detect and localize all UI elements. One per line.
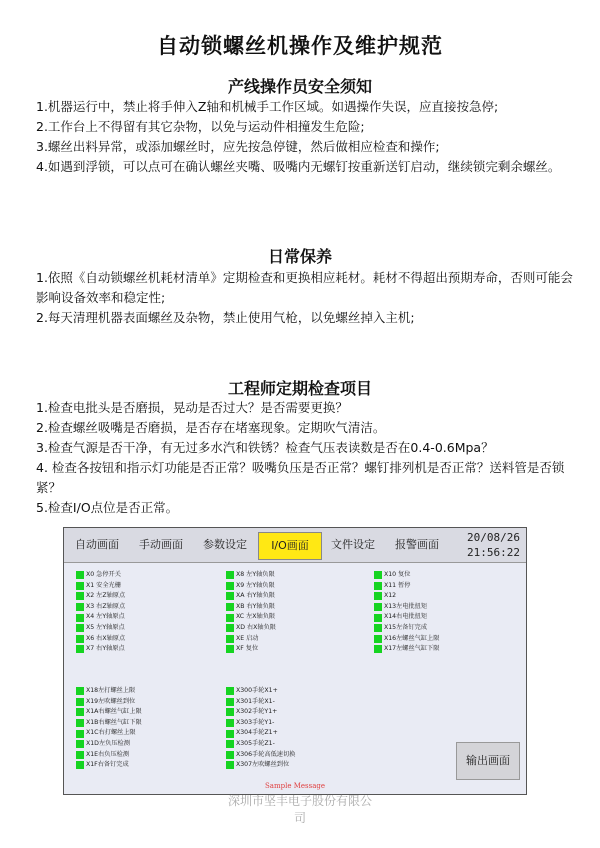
io-point-label: XD 右X轴负限 [236,623,276,631]
io-point-label: XA 右Y轴负限 [236,592,275,600]
io-point-label: X304手轮Z1+ [236,729,278,737]
list-item: 2.工作台上不得留有其它杂物，以免与运动件相撞发生危险; [36,119,365,134]
io-status-led-icon [374,571,382,579]
io-status-led-icon [76,571,84,579]
io-point-label: XB 右Y轴负限 [236,602,275,610]
io-point [374,570,439,581]
io-point [76,760,142,771]
io-point [226,612,276,623]
io-point-label: X301手轮X1- [236,697,275,705]
io-point-label: X5 左Y轴原点 [86,623,125,631]
io-point [76,697,142,708]
tab-files[interactable]: 文件设定 [331,538,375,551]
hmi-date: 20/08/26 [467,531,520,544]
io-status-led-icon [76,603,84,611]
io-point-label: X1 安全光栅 [86,581,121,589]
io-point-label: X1C右打螺丝上限 [86,729,136,737]
io-point [226,602,276,613]
output-screen-button[interactable]: 输出画面 [456,742,520,780]
list-item: 1.检查电批头是否磨损，晃动是否过大？是否需要更换？ [36,400,348,415]
io-point [76,602,125,613]
io-point [226,750,295,761]
section-heading-engineer-inspection: 工程师定期检查项目 [227,379,372,398]
io-point [226,581,276,592]
io-point [76,644,125,655]
io-point [76,707,142,718]
io-point [76,581,125,592]
section-body-operator-safety [36,97,581,177]
io-status-led-icon [226,730,234,738]
io-point [226,697,295,708]
io-point-label: X13左电批扭矩 [384,602,428,610]
io-column-5 [226,686,295,771]
io-status-led-icon [226,571,234,579]
io-point-label: X1F右备钉完成 [86,761,129,769]
io-point [226,623,276,634]
io-status-led-icon [226,719,234,727]
io-status-led-icon [76,719,84,727]
io-status-led-icon [76,614,84,622]
io-status-led-icon [76,687,84,695]
io-point [76,612,125,623]
io-point [76,739,142,750]
io-status-led-icon [76,624,84,632]
io-status-led-icon [226,740,234,748]
io-column-1 [76,570,125,655]
io-status-led-icon [226,624,234,632]
list-item: 3.螺丝出料异常，或添加螺丝时，应先按急停键，然后做相应检查和操作; [36,139,440,154]
hmi-tab-bar [64,528,526,563]
io-point-label: X1D左负压检测 [86,739,130,747]
io-status-led-icon [226,751,234,759]
io-point [374,602,439,613]
io-point [76,686,142,697]
io-point [76,718,142,729]
tab-parameters[interactable]: 参数设定 [203,538,247,551]
io-point-label: X303手轮Y1- [236,718,275,726]
list-item: 4.如遇到浮锁，可以点可在确认螺丝夹嘴、吸嘴内无螺钉按重新送钉启动，继续锁完剩余螺丝。 [36,159,561,174]
io-status-led-icon [374,624,382,632]
io-status-led-icon [76,708,84,716]
io-status-led-icon [226,603,234,611]
io-point-label: X1B右螺丝气缸下限 [86,718,142,726]
tab-manual[interactable]: 手动画面 [139,538,183,551]
io-status-led-icon [76,751,84,759]
io-point [226,686,295,697]
io-point [374,612,439,623]
io-point [374,644,439,655]
io-status-led-icon [374,645,382,653]
io-point-label: X12 [384,592,397,600]
section-heading-daily-maintenance: 日常保养 [267,247,332,266]
io-status-led-icon [374,614,382,622]
hmi-io-screen [63,527,527,795]
sample-message: Sample Message [265,782,325,790]
io-point-label: XC 左X轴负限 [236,613,276,621]
io-point-label: X10 复位 [384,571,411,578]
io-point-label: X1A右螺丝气缸上限 [86,708,142,716]
io-status-led-icon [76,761,84,769]
io-point-label: X0 急停开关 [86,571,121,578]
io-point-label: XE 启动 [236,634,259,642]
hmi-datetime [446,530,520,560]
list-item: 2.每天清理机器表面螺丝及杂物，禁止使用气枪，以免螺丝掉入主机; [36,310,415,325]
io-status-led-icon [76,592,84,600]
io-point-label: X1E右负压检测 [86,750,130,758]
io-point [76,634,125,645]
io-point-label: X3 右Z轴原点 [86,602,126,610]
io-point [226,760,295,771]
io-status-led-icon [226,761,234,769]
list-item: 3.检查气源是否干净，有无过多水汽和铁锈？检查气压表读数是否在0.4-0.6Mpa？ [36,440,494,455]
io-status-led-icon [226,592,234,600]
section-heading-operator-safety: 产线操作员安全须知 [227,77,372,96]
io-point-label: X14右电批扭矩 [384,613,428,621]
document-title: 自动锁螺丝机操作及维护规范 [157,34,443,58]
list-item: 1.机器运行中，禁止将手伸入Z轴和机械手工作区域。如遇操作失误，应直接按急停; [36,99,499,114]
io-status-led-icon [226,698,234,706]
io-point-label: X18左打螺丝上限 [86,687,136,694]
hmi-time: 21:56:22 [467,546,520,559]
io-status-led-icon [226,635,234,643]
company-footer [0,793,600,827]
io-point-label: X4 左Y轴原点 [86,613,125,621]
io-point-label: X9 左Y轴负限 [236,581,275,589]
io-point-label: X300手轮X1+ [236,687,278,694]
io-point [226,707,295,718]
io-point [76,570,125,581]
io-point-label: X302手轮Y1+ [236,708,278,716]
io-point [226,634,276,645]
io-point-label: X6 右X轴原点 [86,634,126,642]
io-column-2 [226,570,276,655]
io-point-label: X306手轮高低速切换 [236,750,296,758]
io-point-label: X307左吹螺丝到位 [236,761,290,769]
io-point [374,591,439,602]
io-point-label: X7 右Y轴原点 [86,645,125,653]
section-body-daily-maintenance [36,268,581,328]
io-point-label: X8 左Y轴负限 [236,571,275,578]
io-point-label: X16左螺丝气缸上限 [384,634,440,642]
footer-line-1: 深圳市坚丰电子股份有限公 [227,794,372,808]
tab-io[interactable]: I/O画面 [258,532,322,560]
io-point-label: XF 复位 [236,645,259,653]
io-point [76,750,142,761]
io-status-led-icon [226,614,234,622]
list-item: 5.检查I/O点位是否正常。 [36,500,179,515]
io-column-3 [374,570,439,655]
io-column-4 [76,686,142,771]
io-status-led-icon [226,687,234,695]
io-status-led-icon [374,603,382,611]
io-point [226,718,295,729]
io-status-led-icon [76,582,84,590]
io-point [226,570,276,581]
io-status-led-icon [374,582,382,590]
io-status-led-icon [76,635,84,643]
io-status-led-icon [226,645,234,653]
list-item: 1.依照《自动锁螺丝机耗材清单》定期检查和更换相应耗材。耗材不得超出预期寿命，否则可能会影响设备效率和稳定性; [36,270,573,305]
io-status-led-icon [374,635,382,643]
io-point [374,623,439,634]
io-point [226,728,295,739]
list-item: 2.检查螺丝吸嘴是否磨损，是否存在堵塞现象。定期吹气清洁。 [36,420,386,435]
io-point-label: X19左吹螺丝到位 [86,697,136,705]
io-point [374,581,439,592]
io-point [226,644,276,655]
io-status-led-icon [76,730,84,738]
io-status-led-icon [76,645,84,653]
io-status-led-icon [374,592,382,600]
section-body-engineer-inspection [36,398,581,518]
io-point-label: X2 左Z轴原点 [86,592,126,600]
io-point-label: X11 暂停 [384,581,411,589]
io-point [374,634,439,645]
io-point [226,739,295,750]
io-point-label: X17左螺丝气缸下限 [384,645,440,653]
io-point-label: X305手轮Z1- [236,739,275,747]
io-status-led-icon [226,708,234,716]
io-point [76,591,125,602]
footer-line-2: 司 [293,811,306,825]
io-status-led-icon [76,740,84,748]
io-point [226,591,276,602]
io-point-label: X15左备钉完成 [384,623,428,631]
io-point [76,623,125,634]
io-point [76,728,142,739]
list-item: 4. 检查各按钮和指示灯功能是否正常？吸嘴负压是否正常？螺钉排列机是否正常？送料管是否锁紧？ [36,460,565,495]
io-status-led-icon [76,698,84,706]
tab-auto[interactable]: 自动画面 [75,538,119,551]
tab-alarm[interactable]: 报警画面 [395,538,439,551]
io-status-led-icon [226,582,234,590]
